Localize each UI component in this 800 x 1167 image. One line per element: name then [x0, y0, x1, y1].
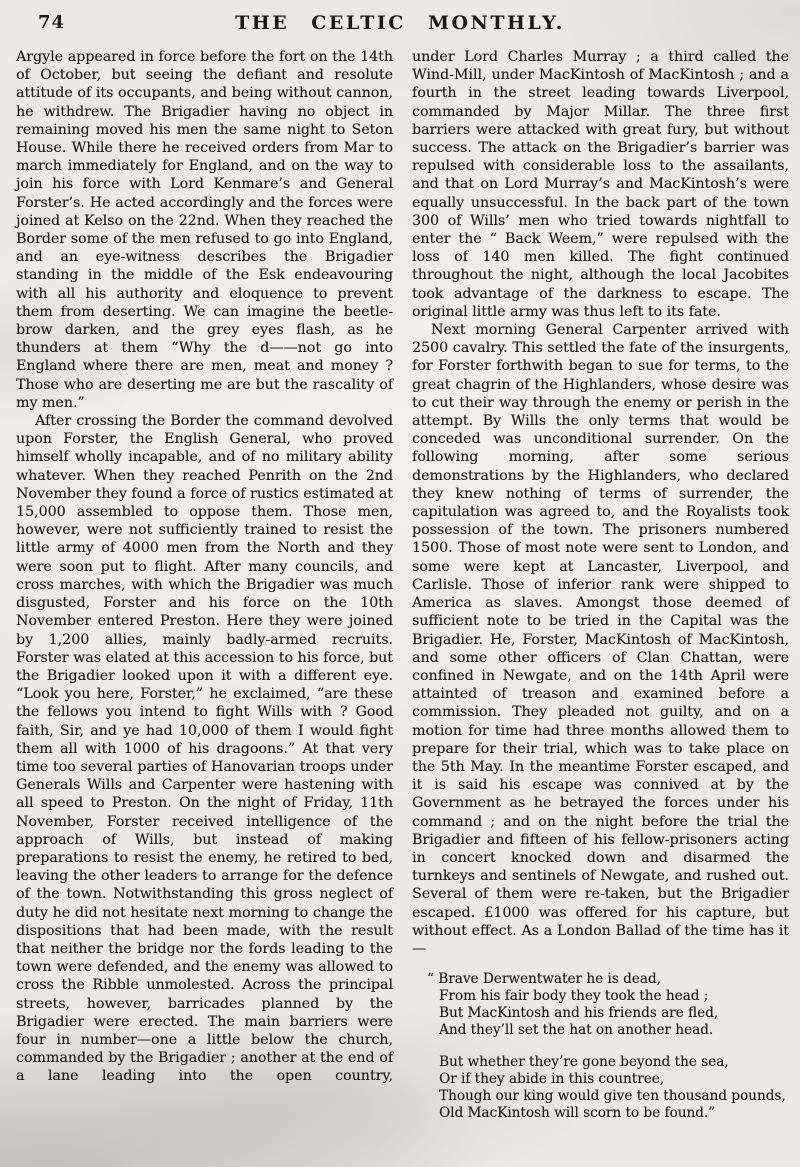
page-number: 74: [38, 12, 66, 33]
right-column: [412, 48, 789, 1161]
paragraph-carpenter-arrival: Next morning General Carpenter arrived with 2500 cavalry. This settled the fate of the insurgents, for Forster forthwith began to sue for terms, to the great chagrin of the Highlanders, whose desire was to cut their way through the enemy or perish in the attempt. By Wills the only terms that would be conceded was unconditional surrender. On the following morning, after some serious demonstrations by the Highlanders, who declared they knew nothing of terms of surrender, the capitulation was agreed to, and the Royalists took possession of the town. The prisoners numbered 1500. Those of most note were sent to London, and some were kept at Lancaster, Liverpool, and Carlisle. Those of inferior rank were shipped to America as slaves. Amongst those deemed of sufficient note to be tried in the Capital was the Brigadier. He, Forster, MacKintosh of MacKintosh, and some other officers of Clan Chattan, were confined in Newgate, and on the 14th April were attainted of treason and examined before a commission. They pleaded not guilty, and on a motion for time had three months allowed them to prepare for their trial, which was to take place on the 5th May. In the meantime Forster escaped, and it is said his escape was connived at by the Government as he betrayed the forces under his command ; and on the night before the trial the Brigadier and fifteen of his fellow-prisoners acting in concert knocked down and disarmed the turnkeys and sentinels of Newgate, and rushed out. Several of them were re-taken, but the Brigadier escaped. £1000 was offered for his capture, but without effect. As a London Ballad of the time has it—: [412, 322, 789, 957]
two-column-text-body: [0, 42, 800, 1161]
poem-line: From his fair body they took the head ;: [439, 988, 709, 1005]
poem-line: But MacKintosh and his friends are fled,: [439, 1005, 719, 1022]
poem-line: Though our king would give ten thousand pounds,: [439, 1088, 786, 1105]
poem-line: Old MacKintosh will scorn to be found.”: [439, 1105, 716, 1122]
left-column: [16, 48, 393, 1161]
ballad-poem: [412, 971, 789, 1122]
journal-title: THE CELTIC MONTHLY.: [235, 12, 565, 34]
poem-line: “ Brave Derwentwater he is dead,: [427, 971, 661, 988]
poem-line: But whether they’re gone beyond the sea,: [439, 1054, 729, 1071]
poem-line: And they’ll set the hat on another head.: [439, 1022, 714, 1039]
paragraph-argyle-fort: Argyle appeared in force before the fort on the 14th of October, but seeing the defiant and resolute attitude of its occupants, and being without cannon, he withdrew. The Brigadier having no object in remaining moved his men the same night to Seton House. While there he received orders from Mar to march immediately for England, and on the way to join his force with Lord Kenmare’s and General Forster’s. He acted accordingly and the forces were joined at Kelso on the 22nd. When they reached the Border some of the men refused to go into England, and an eye-witness describes the Brigadier standing in the middle of the Esk endeavouring with all his authority and eloquence to prevent them from deserting. We can imagine the beetle-brow darken, and the grey eyes flash, as he thunders at them “Why the d——not go into England where there are men, meat and money ? Those who are deserting me are but the rascality of my men.”: [16, 49, 393, 411]
poem-stanza-2: [439, 1054, 789, 1122]
poem-stanza-1: [427, 971, 789, 1039]
poem-line: Or if they abide in this countree,: [439, 1071, 665, 1088]
page-header: [0, 0, 800, 42]
paragraph-after-crossing-border: After crossing the Border the command devolved upon Forster, the English General, who proved himself wholly incapable, and of no military ability whatever. When they reached Penrith on the 2nd November they found a force of rustics estimated at 15,000 assembled to oppose them. Those men, however, were not sufficiently trained to resist the little army of 4000 men from the North and they were soon put to flight. After many councils, and cross marches, with which the Brigadier was much disgusted, Forster and his force on the 10th November entered Preston. Here they were joined by 1,200 allies, mainly badly-armed recruits. Forster was elated at this accession to his force, but the Brigadier looked upon it with a different eye. “Look you here, Forster,” he exclaimed, “are these the fellows you intend to fight Wills with ? Good faith, Sir, and ye had 10,000 of them I would fight them all with 1000 of his dragoons.” At that very time too several parties of Hanovarian troops under Generals Wills and Carpenter were hastening with all speed to Preston. On the night of Friday, 11th November, Forster received intelligence of the approach of Wills, but instead of making preparations to resist the enemy, he retired to bed, leaving the other leaders to arrange for the defence of the town. Notwithstanding this gross neglect of duty he did not hesitate next morning to change the dispositions that had been made, with the result that neither the bridge nor the fords leading to the town were defended, and the enemy was allowed to cross the Ribble unmolested. Across the principal streets, however, barricades planned by the Brigadier were erected. The main barriers were four in number—one a little below the church, commanded by the Brigadier ; another at the end of a lane leading into the open country,: [16, 413, 393, 1085]
paragraph-barriers-continued: under Lord Charles Murray ; a third called the Wind-Mill, under MacKintosh of MacKintosh ; and a fourth in the street leading towards Liverpool, commanded by Major Millar. The three first barriers were attacked with great fury, but without success. The attack on the Brigadier’s barrier was repulsed with considerable loss to the assailants, and that on Lord Murray’s and MacKintosh’s were equally unsuccessful. In the back part of the town 300 of Wills’ men who tried towards nightfall to enter the “ Back Weem,” were repulsed with the loss of 140 men killed. The fight continued throughout the night, although the local Jacobites took advantage of the darkness to escape. The original little army was thus left to its fate.: [412, 49, 789, 320]
